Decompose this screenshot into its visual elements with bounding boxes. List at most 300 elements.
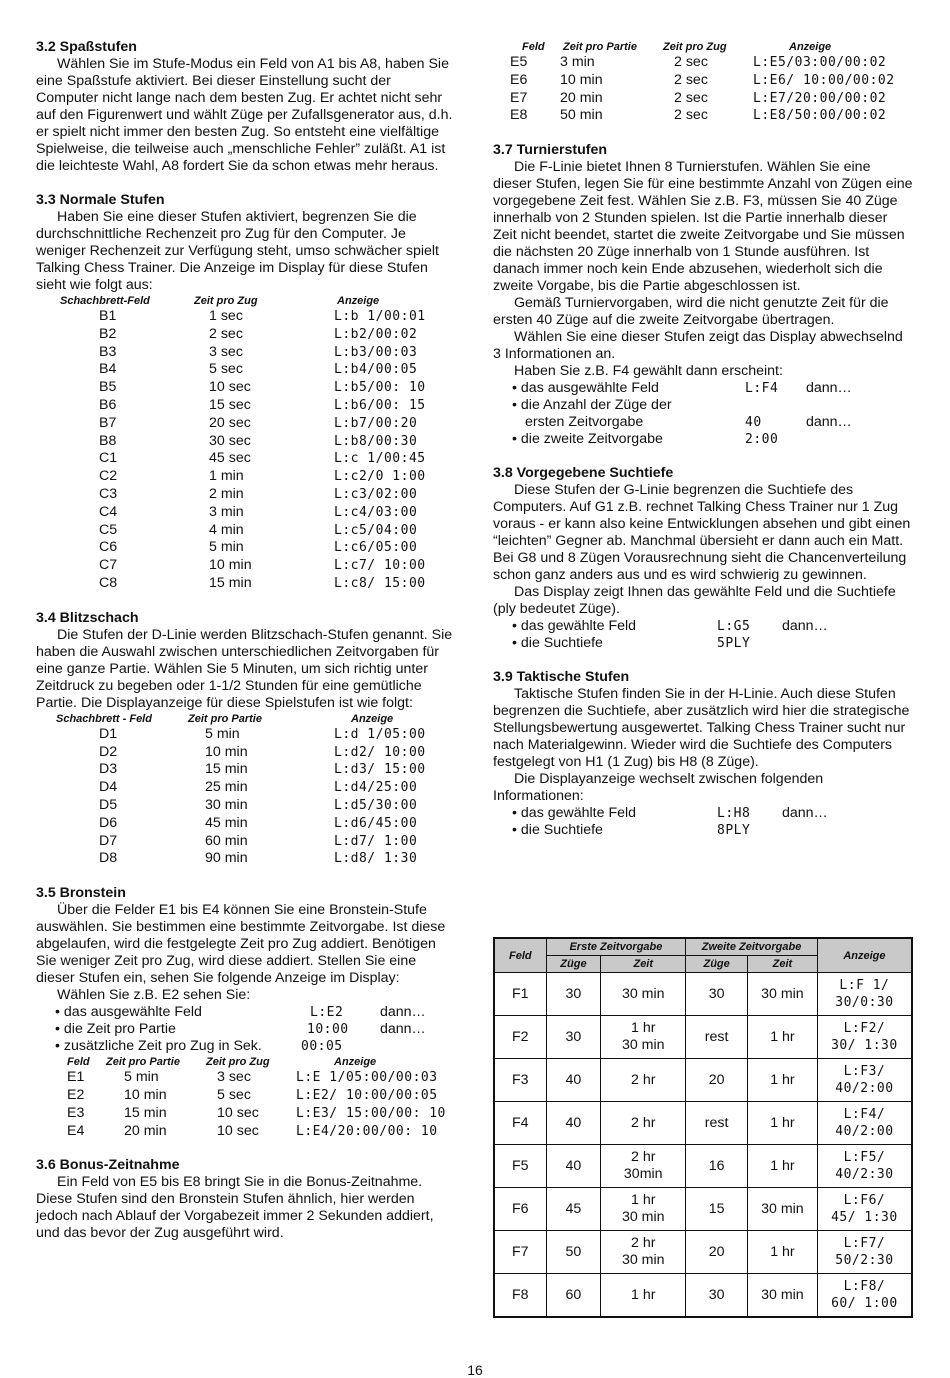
lcd-readout: L:E7/20:00/00:02: [753, 90, 887, 106]
list-item: [36, 1105, 456, 1123]
field: B8: [99, 432, 117, 449]
time: 15 sec: [209, 396, 251, 413]
list-item: [493, 54, 913, 72]
list-item: [36, 433, 456, 451]
list-item: [36, 326, 456, 344]
lcd-readout: 8PLY: [717, 823, 751, 839]
lcd-readout: L:d4/25:00: [334, 780, 418, 796]
zeit1-line2: 30 min: [621, 1037, 665, 1053]
list-item: [36, 539, 456, 557]
bullet-label: ersten Zeitvorgabe: [525, 414, 644, 431]
zeit1-line1: 2 hr: [631, 1235, 656, 1251]
list-item: [36, 1069, 456, 1087]
lcd-line1: L:F5/: [843, 1150, 886, 1165]
field: E6: [510, 71, 528, 88]
time: 4 min: [209, 521, 244, 538]
cell-feld: F3: [494, 1059, 546, 1102]
time: 1 min: [209, 468, 244, 485]
cell-zeit1: [601, 1231, 686, 1274]
section-title: 3.4 Blitzschach: [36, 609, 139, 626]
lcd-readout: 00:05: [301, 1039, 343, 1055]
game-time: 20 min: [124, 1122, 167, 1139]
lcd-line1: L:F 1/: [839, 978, 890, 993]
lcd-readout: L:E8/50:00/00:02: [753, 108, 887, 124]
paragraph: Die F-Linie bietet Ihnen 8 Turnierstufen. Wählen Sie eine dieser Stufen, legen Sie für eine bestimmte Anzahl von Zügen eine vorgegebene Zeit fest. Wählen Sie z.B. F3, müssen Sie 40 Züge innerhalb von 2 Stunden spielen. Ist die Partie innerhalb dieser Zeit nicht beendet, startet die zweite Zeitvorgabe und Sie müssen die nächsten 20 Züge innerhalb von 1 Stunde ausführen. Ist danach immer noch kein Ende abzusehen, wiederholt sich die zweite Vorgabe, bis die Partie abgeschlossen ist.: [493, 159, 913, 295]
cell-feld: F7: [494, 1231, 546, 1274]
cell-anzeige: [817, 1231, 912, 1274]
table-header: [493, 40, 913, 54]
lcd-readout: L:c6/05:00: [334, 540, 418, 556]
time: 25 min: [205, 779, 248, 796]
game-time: 15 min: [124, 1104, 167, 1121]
cell-zeit2: 1 hr: [748, 1145, 818, 1188]
list-item: [36, 504, 456, 522]
cell-zeit2: 1 hr: [748, 1102, 818, 1145]
field: E5: [510, 54, 528, 70]
zeit1-line1: 2 hr: [631, 1114, 656, 1131]
then-text: dann…: [782, 805, 828, 822]
cell-anzeige: [817, 1145, 912, 1188]
header-feld: Schachbrett - Feld: [56, 712, 152, 725]
section-3-6-table: [493, 40, 913, 125]
tournament-table: [493, 937, 913, 1318]
time: 60 min: [205, 832, 248, 849]
lcd-readout: L:E5/03:00/00:02: [753, 55, 887, 70]
time: 5 min: [209, 539, 244, 556]
time: 10 min: [205, 743, 248, 760]
paragraph: Die Stufen der D-Linie werden Blitzschach-Stufen genannt. Sie haben die Auswahl zwischen unterschiedlichen Zeitvorgaben für eine ganze Partie. Wählen Sie 5 Minuten, um sich richtig unter Zeitdruck zu begeben oder 1-1/2 Stunden für eine gemütliche Partie. Die Displayanzeige für diese Spielstufen ist wie folgt:: [36, 626, 453, 711]
bullet-label: • die zweite Zeitvorgabe: [512, 431, 663, 448]
th-zeit1: Zeit: [601, 956, 686, 973]
list-item: [36, 468, 456, 486]
cell-feld: F1: [494, 973, 546, 1016]
cell-feld: F5: [494, 1145, 546, 1188]
section-title: 3.5 Bronstein: [36, 885, 126, 902]
list-item: [36, 779, 456, 797]
move-time: 2 sec: [674, 107, 708, 124]
th-zuege1: Züge: [546, 956, 601, 973]
cell-feld: F4: [494, 1102, 546, 1145]
lcd-line2: 45/ 1:30: [831, 1210, 898, 1225]
time: 2 min: [209, 485, 244, 502]
lcd-readout: L:d6/45:00: [334, 815, 418, 831]
cell-zuege2: 16: [686, 1145, 748, 1188]
table-row: [494, 973, 912, 1016]
lcd-readout: L:b4/00:05: [334, 362, 418, 378]
field: C2: [99, 468, 118, 485]
field: E3: [67, 1104, 85, 1121]
paragraph: Diese Stufen der G-Linie begrenzen die Suchtiefe des Computers. Auf G1 z.B. rechnet Talking Chess Trainer nur 1 Zug voraus - er kann also keine Entwicklungen absehen und gibt einen “leichten” Gegner ab. Manchmal übersieht er dann auch ein Matt. Bei G8 und 8 Zügen Vorausrechnung sieht die Chancenverteilung schon ganz anders aus und es wird schwierig zu gewinnen.: [493, 482, 911, 584]
bullet-line: [493, 380, 913, 397]
bullet-line: [493, 805, 913, 822]
bullet-label: • das ausgewählte Feld: [55, 1004, 202, 1021]
section-title: 3.9 Taktische Stufen: [493, 669, 630, 686]
lcd-readout: 10:00: [307, 1022, 349, 1038]
section-3-5: [36, 885, 456, 1140]
lcd-line1: L:F2/: [843, 1021, 886, 1036]
then-text: dann…: [806, 380, 852, 397]
table-row: [494, 1231, 912, 1274]
header-anzeige: Anzeige: [337, 295, 380, 307]
list-item: [36, 344, 456, 362]
table-header: [36, 712, 456, 726]
list-item: [36, 379, 456, 397]
bullet-label: • die Suchtiefe: [512, 635, 603, 652]
right-column: [493, 40, 913, 856]
field: B2: [99, 325, 117, 342]
header-feld: Feld: [67, 1056, 90, 1069]
lcd-line2: 30/ 1:30: [831, 1038, 898, 1053]
bullet-line: [36, 1004, 456, 1021]
cell-zuege2: 15: [686, 1188, 748, 1231]
cell-zuege2: 20: [686, 1231, 748, 1274]
cell-zeit1: [601, 1274, 686, 1318]
field: C3: [99, 485, 118, 502]
cell-anzeige: [817, 1102, 912, 1145]
game-time: 10 min: [560, 71, 603, 88]
bullet-line: [36, 1021, 456, 1038]
field: C4: [99, 503, 118, 520]
zeit1-line2: 30min: [623, 1166, 663, 1182]
cell-zeit2: 1 hr: [748, 1016, 818, 1059]
cell-feld: F6: [494, 1188, 546, 1231]
cell-zeit1: [601, 1145, 686, 1188]
header-zug: Zeit pro Zug: [206, 1056, 270, 1069]
cell-zeit1: [601, 1016, 686, 1059]
th-feld: Feld: [494, 938, 546, 973]
move-time: 2 sec: [674, 54, 708, 70]
list-item: [36, 1087, 456, 1105]
bullet-line: [493, 414, 913, 431]
lcd-readout: L:c 1/00:45: [334, 451, 426, 467]
lcd-line2: 50/2:30: [835, 1253, 894, 1268]
lcd-line2: 30/0:30: [835, 995, 894, 1010]
lcd-readout: L:E3/ 15:00/00: 10: [296, 1105, 446, 1121]
cell-zuege1: 40: [546, 1059, 601, 1102]
field: B7: [99, 414, 117, 431]
lcd-readout: L:E2/ 10:00/00:05: [296, 1087, 438, 1103]
bullet-line: [493, 822, 913, 839]
cell-zeit2: 1 hr: [748, 1059, 818, 1102]
field: B5: [99, 379, 117, 396]
field: D7: [99, 832, 118, 849]
list-item: [36, 797, 456, 815]
field: C7: [99, 557, 118, 574]
list-item: [36, 761, 456, 779]
move-time: 2 sec: [674, 71, 708, 88]
field: D5: [99, 796, 118, 813]
cell-zuege2: 30: [686, 1274, 748, 1318]
move-time: 2 sec: [674, 89, 708, 106]
section-3-7: [493, 142, 913, 448]
cell-zuege1: 50: [546, 1231, 601, 1274]
time: 15 min: [205, 761, 248, 778]
field: E8: [510, 107, 528, 124]
cell-zeit1: [601, 1059, 686, 1102]
list-item: [36, 833, 456, 851]
table-row: [494, 1102, 912, 1145]
cell-zeit2: 30 min: [748, 1274, 818, 1318]
then-text: dann…: [380, 1021, 426, 1038]
time: 90 min: [205, 850, 248, 867]
field: E1: [67, 1069, 85, 1086]
cell-zeit2: 1 hr: [748, 1231, 818, 1274]
field: E2: [67, 1086, 85, 1103]
cell-anzeige: [817, 1188, 912, 1231]
bullet-label: • das ausgewählte Feld: [512, 380, 659, 397]
header-anzeige: Anzeige: [351, 712, 394, 725]
th-erste: Erste Zeitvorgabe: [546, 938, 686, 956]
cell-zuege1: 30: [546, 973, 601, 1016]
table-header: [36, 294, 456, 308]
lcd-readout: L:c3/02:00: [334, 486, 418, 502]
header-partie: Zeit pro Partie: [106, 1056, 180, 1069]
header-feld: Schachbrett-Feld: [60, 295, 150, 307]
paragraph: Taktische Stufen finden Sie in der H-Linie. Auch diese Stufen begrenzen die Suchtiefe, aber zusätzlich wird hier die strategische Stellungsbewertung ausgewertet. Talking Chess Trainer sucht nur nach Materialgewinn. Wieder wird die Suchtiefe des Computers festgelegt von H1 (1 Zug) bis H8 (8 Züge).: [493, 686, 910, 771]
paragraph: Wählen Sie im Stufe-Modus ein Feld von A1 bis A8, haben Sie eine Spaßstufe aktiviert. Bei dieser Einstellung sucht der Computer nicht lange nach dem besten Zug. Er achtet nicht sehr auf den Figurenwert und wählt Züge per Zufallsgenerator aus, d.h. er spielt nicht immer den besten Zug. So entsteht eine vielfältige Spielweise, die teilweise auch „menschliche Fehler” zuläßt. A1 ist die leichteste Wahl, A8 fordert Sie da schon etwas mehr heraus.: [36, 56, 453, 174]
cell-zuege1: 30: [546, 1016, 601, 1059]
list-item: [493, 72, 913, 90]
list-item: [36, 850, 456, 868]
section-3-3: [36, 192, 456, 593]
paragraph: Gemäß Turniervorgaben, wird die nicht genutzte Zeit für die ersten 40 Züge auf die zweite Zeitvorgabe übertragen.: [493, 295, 889, 329]
field: D6: [99, 814, 118, 831]
list-item: [36, 486, 456, 504]
game-time: 50 min: [560, 107, 603, 124]
zeit1-line1: 2 hr: [631, 1149, 656, 1165]
table-row: [494, 1016, 912, 1059]
time: 1 sec: [209, 308, 243, 324]
section-title: 3.7 Turnierstufen: [493, 142, 608, 159]
field: D1: [99, 725, 118, 742]
lcd-line2: 40/2:30: [835, 1167, 894, 1182]
time: 5 sec: [209, 361, 243, 378]
lcd-readout: L:d2/ 10:00: [334, 744, 426, 760]
list-item: [36, 397, 456, 415]
bullet-label: • zusätzliche Zeit pro Zug in Sek.: [55, 1038, 262, 1055]
cell-zeit1: [601, 1102, 686, 1145]
move-time: 5 sec: [217, 1086, 251, 1103]
game-time: 10 min: [124, 1086, 167, 1103]
lcd-readout: L:c2/0 1:00: [334, 469, 426, 485]
cell-anzeige: [817, 1274, 912, 1318]
section-3-9: [493, 669, 913, 839]
field: B6: [99, 396, 117, 413]
lcd-readout: L:b6/00: 15: [334, 397, 426, 413]
lcd-line1: L:F3/: [843, 1064, 886, 1079]
table-header: [36, 1055, 456, 1069]
time: 2 sec: [209, 325, 243, 342]
move-time: 10 sec: [217, 1104, 259, 1121]
header-feld: Feld: [522, 41, 545, 53]
left-column: [36, 39, 456, 1259]
table-row: [494, 1274, 912, 1318]
move-time: 10 sec: [217, 1122, 259, 1139]
list-item: [36, 450, 456, 468]
list-item: [36, 415, 456, 433]
bullet-label: • das gewählte Feld: [512, 805, 637, 822]
time: 3 sec: [209, 343, 243, 360]
paragraph: Wählen Sie eine dieser Stufen zeigt das Display abwechselnd 3 Informationen an.: [493, 329, 903, 363]
cell-anzeige: [817, 1059, 912, 1102]
table-row: [494, 1145, 912, 1188]
time: 30 min: [205, 796, 248, 813]
level-list: [493, 54, 913, 125]
lcd-readout: L:c7/ 10:00: [334, 558, 426, 574]
zeit1-line1: 1 hr: [631, 1020, 656, 1036]
section-title: 3.8 Vorgegebene Suchtiefe: [493, 465, 674, 482]
field: C8: [99, 574, 118, 591]
lcd-line2: 40/2:00: [835, 1081, 894, 1096]
bullet-label: • die Suchtiefe: [512, 822, 603, 839]
time: 5 min: [205, 725, 240, 742]
header-partie: Zeit pro Partie: [563, 41, 637, 53]
lcd-readout: L:d5/30:00: [334, 797, 418, 813]
list-item: [36, 1123, 456, 1141]
lcd-readout: L:G5: [717, 619, 751, 635]
field: E7: [510, 89, 528, 106]
section-3-2: [36, 39, 456, 175]
field: C6: [99, 539, 118, 556]
lcd-readout: L:F4: [745, 381, 779, 397]
field: D3: [99, 761, 118, 778]
zeit1-line2: 30 min: [621, 1252, 665, 1268]
lcd-line1: L:F6/: [843, 1193, 886, 1208]
cell-zuege1: 45: [546, 1188, 601, 1231]
lcd-readout: L:b 1/00:01: [334, 309, 426, 324]
lcd-readout: L:E2: [310, 1005, 344, 1021]
bullet-line: [493, 431, 913, 448]
bullet-line: [493, 618, 913, 635]
list-item: [36, 522, 456, 540]
cell-anzeige: [817, 1016, 912, 1059]
level-list: [36, 308, 456, 593]
cell-zeit2: 30 min: [748, 973, 818, 1016]
lcd-readout: L:b5/00: 10: [334, 380, 426, 396]
th-zuege2: Züge: [686, 956, 748, 973]
th-zeit2: Zeit: [748, 956, 818, 973]
cell-anzeige: [817, 973, 912, 1016]
cell-zeit1: [601, 1188, 686, 1231]
lcd-line1: L:F4/: [843, 1107, 886, 1122]
list-item: [36, 557, 456, 575]
lcd-readout: L:E4/20:00/00: 10: [296, 1123, 438, 1139]
field: B1: [99, 308, 117, 324]
field: C1: [99, 450, 118, 467]
list-item: [36, 575, 456, 593]
then-text: dann…: [806, 414, 852, 431]
page-number: 16: [467, 1362, 483, 1378]
lcd-line2: 60/ 1:00: [831, 1296, 898, 1311]
lcd-readout: L:E 1/05:00/00:03: [296, 1070, 438, 1086]
list-item: [493, 107, 913, 125]
zeit1-line2: 30 min: [621, 1209, 665, 1225]
cell-zuege2: rest: [686, 1016, 748, 1059]
list-item: [36, 744, 456, 762]
list-item: [36, 815, 456, 833]
time: 45 min: [205, 814, 248, 831]
header-anzeige: Anzeige: [789, 41, 832, 53]
lcd-line1: L:F7/: [843, 1236, 886, 1251]
lcd-readout: 40: [745, 415, 762, 431]
lcd-readout: L:b8/00:30: [334, 433, 418, 449]
lcd-readout: L:E6/ 10:00/00:02: [753, 72, 895, 88]
paragraph: Ein Feld von E5 bis E8 bringt Sie in die Bonus-Zeitnahme. Diese Stufen sind den Bronstein Stufen ähnlich, hier werden jedoch nach Ablauf der Vorgabezeit immer 2 Sekunden addiert, und das bevor der Zug ausgeführt wird.: [36, 1174, 434, 1242]
paragraph: Das Display zeigt Ihnen das gewählte Feld und die Suchtiefe (ply bedeutet Züge).: [493, 584, 896, 618]
time: 10 min: [209, 557, 252, 574]
bullet-label: • das gewählte Feld: [512, 618, 637, 635]
level-list: [36, 726, 456, 868]
lcd-readout: 5PLY: [717, 636, 751, 652]
zeit1-line1: 30 min: [621, 985, 665, 1002]
list-item: [36, 361, 456, 379]
field: B3: [99, 343, 117, 360]
time: 20 sec: [209, 414, 251, 431]
lcd-readout: L:d7/ 1:00: [334, 833, 418, 849]
paragraph: Haben Sie eine dieser Stufen aktiviert, begrenzen Sie die durchschnittliche Rechenzeit pro Zug für den Computer. Je weniger Rechenzeit zur Verfügung steht, umso schwächer spielt Talking Chess Trainer. Die Anzeige im Display für diese Stufen sieht wie folgt aus:: [36, 209, 439, 293]
th-zweite: Zweite Zeitvorgabe: [686, 938, 818, 956]
then-text: dann…: [380, 1004, 426, 1021]
then-text: dann…: [782, 618, 828, 635]
cell-feld: F2: [494, 1016, 546, 1059]
bullet-line: [36, 1038, 456, 1055]
example-line: Wählen Sie z.B. E2 sehen Sie:: [57, 987, 251, 1004]
lcd-readout: L:b3/00:03: [334, 344, 418, 360]
level-list: [36, 1069, 456, 1140]
lcd-readout: L:H8: [717, 806, 751, 822]
field: C5: [99, 521, 118, 538]
section-title: 3.2 Spaßstufen: [36, 39, 137, 55]
cell-zuege1: 40: [546, 1102, 601, 1145]
cell-zuege2: rest: [686, 1102, 748, 1145]
list-item: [493, 90, 913, 108]
field: D2: [99, 743, 118, 760]
list-item: [36, 308, 456, 326]
bullet-label: • die Anzahl der Züge der: [512, 397, 672, 414]
lcd-readout: L:b7/00:20: [334, 415, 418, 431]
field: E4: [67, 1122, 85, 1139]
lcd-readout: L:d8/ 1:30: [334, 851, 418, 867]
cell-zuege2: 20: [686, 1059, 748, 1102]
lcd-line1: L:F8/: [843, 1279, 886, 1294]
zeit1-line1: 1 hr: [631, 1286, 656, 1303]
cell-zuege1: 60: [546, 1274, 601, 1318]
lcd-line2: 40/2:00: [835, 1124, 894, 1139]
table-row: [494, 1188, 912, 1231]
game-time: 20 min: [560, 89, 603, 106]
field: D4: [99, 779, 118, 796]
section-3-8: [493, 465, 913, 652]
field: D8: [99, 850, 118, 867]
time: 3 min: [209, 503, 244, 520]
paragraph: Über die Felder E1 bis E4 können Sie eine Bronstein-Stufe auswählen. Sie bestimmen eine bestimmte Zeitvorgabe. Ist diese abgelaufen, wird die festgelegte Zeit pro Zug addiert. Benötigen Sie weniger Zeit pro Zug, wird diese addiert. Stellen Sie eine dieser Stufen ein, sehen Sie folgende Anzeige im Display:: [36, 902, 446, 987]
field: B4: [99, 361, 117, 378]
lcd-readout: L:d 1/05:00: [334, 726, 426, 742]
header-anzeige: Anzeige: [334, 1056, 377, 1069]
header-zug: Zeit pro Zug: [663, 41, 727, 53]
zeit1-line1: 1 hr: [631, 1192, 656, 1208]
game-time: 5 min: [124, 1069, 159, 1086]
bullet-line: [493, 397, 913, 414]
time: 10 sec: [209, 379, 251, 396]
header-zeit: Zeit pro Partie: [188, 712, 262, 725]
cell-zuege2: 30: [686, 973, 748, 1016]
example-line: Haben Sie z.B. F4 gewählt dann erscheint:: [514, 363, 783, 380]
lcd-readout: L:c8/ 15:00: [334, 575, 426, 591]
cell-zuege1: 40: [546, 1145, 601, 1188]
th-anzeige: Anzeige: [817, 938, 912, 973]
section-3-4: [36, 610, 456, 868]
